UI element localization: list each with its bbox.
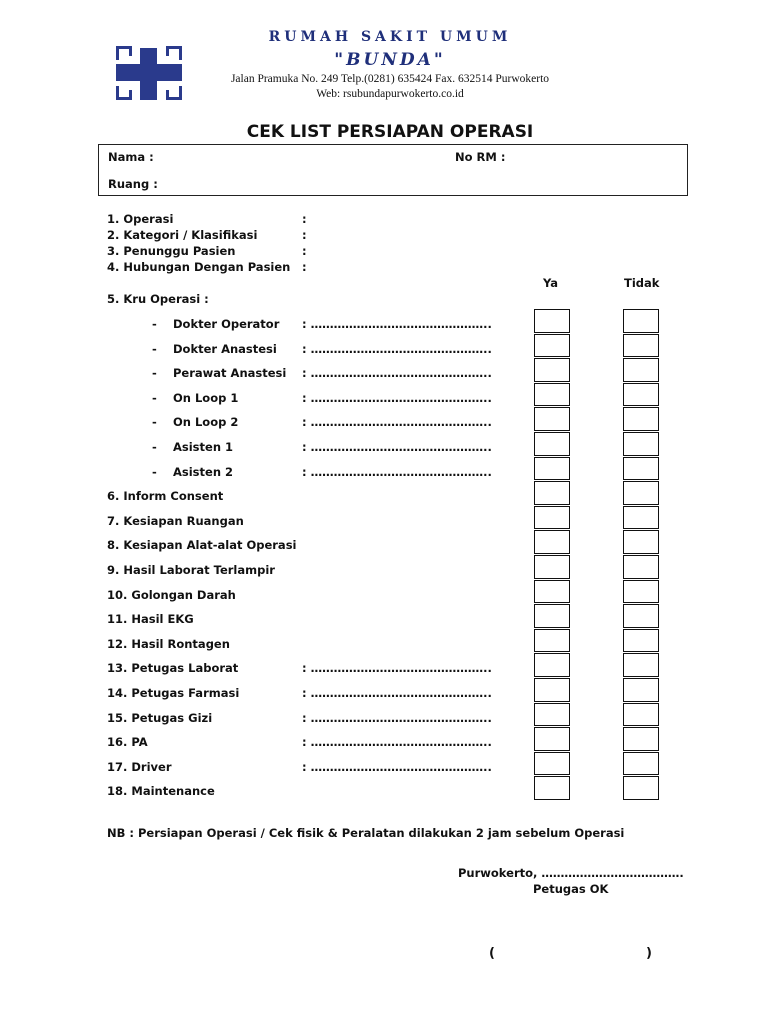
checkbox-ya[interactable] (534, 776, 570, 800)
check-item-fill[interactable]: : ……………………………………….. (302, 661, 492, 676)
checkbox-tidak[interactable] (623, 604, 659, 628)
hospital-name: RUMAH SAKIT UMUM (268, 29, 512, 45)
checkbox-tidak[interactable] (623, 653, 659, 677)
kru-item-label: On Loop 1 (173, 390, 239, 405)
checkbox-tidak[interactable] (623, 334, 659, 358)
check-item-label: 10. Golongan Darah (107, 587, 236, 602)
place-date: Purwokerto, ………………………………. (458, 866, 684, 880)
checkbox-ya[interactable] (534, 629, 570, 653)
no-rm-label: No RM : (455, 150, 506, 164)
kru-dash: - (152, 415, 157, 430)
kru-item-label: On Loop 2 (173, 415, 239, 430)
checkbox-ya[interactable] (534, 309, 570, 333)
kru-item-fill[interactable]: : ……………………………………….. (302, 464, 492, 479)
info-item-sep: : (302, 244, 307, 258)
note-text: NB : Persiapan Operasi / Cek fisik & Peralatan dilakukan 2 jam sebelum Operasi (107, 826, 625, 840)
checkbox-tidak[interactable] (623, 703, 659, 727)
kru-item-fill[interactable]: : ……………………………………….. (302, 415, 492, 430)
check-item-fill[interactable]: : ……………………………………….. (302, 735, 492, 750)
check-item-fill[interactable]: : ……………………………………….. (302, 686, 492, 700)
hospital-address: Jalan Pramuka No. 249 Telp.(0281) 635424 Fax. 632514 Purwokerto (230, 73, 550, 85)
kru-dash: - (152, 341, 157, 356)
signature-open-paren: ( (489, 946, 495, 961)
check-item-label: 6. Inform Consent (107, 489, 224, 504)
checkbox-tidak[interactable] (623, 407, 659, 431)
checkbox-ya[interactable] (534, 407, 570, 431)
checkbox-tidak[interactable] (623, 776, 659, 800)
checkbox-tidak[interactable] (623, 580, 659, 604)
info-item-hubungan: 4. Hubungan Dengan Pasien (107, 260, 291, 274)
checkbox-ya[interactable] (534, 358, 570, 382)
check-item-label: 15. Petugas Gizi (107, 710, 213, 725)
patient-identity-box (98, 144, 688, 196)
checkbox-ya[interactable] (534, 530, 570, 554)
checkbox-tidak[interactable] (623, 506, 659, 530)
checkbox-tidak[interactable] (623, 752, 659, 776)
kru-item-fill[interactable]: : ……………………………………….. (302, 341, 492, 356)
info-item-kategori: 2. Kategori / Klasifikasi (107, 228, 258, 242)
checkbox-ya[interactable] (534, 678, 570, 702)
hospital-logo (112, 42, 186, 104)
nama-label: Nama : (108, 150, 154, 164)
kru-item-label: Asisten 2 (173, 464, 234, 479)
checkbox-ya[interactable] (534, 703, 570, 727)
kru-item-fill[interactable]: : ……………………………………….. (302, 440, 492, 454)
info-item-sep: : (302, 228, 307, 242)
checkbox-ya[interactable] (534, 506, 570, 530)
checkbox-tidak[interactable] (623, 358, 659, 382)
checkbox-ya[interactable] (534, 555, 570, 579)
info-item-penunggu: 3. Penunggu Pasien (107, 244, 236, 258)
kru-dash: - (152, 464, 157, 479)
checkbox-tidak[interactable] (623, 727, 659, 751)
checkbox-tidak[interactable] (623, 481, 659, 505)
checkbox-tidak[interactable] (623, 678, 659, 702)
column-tidak: Tidak (624, 276, 660, 290)
checkbox-ya[interactable] (534, 752, 570, 776)
kru-dash: - (152, 440, 157, 454)
info-item-sep: : (302, 212, 307, 226)
checkbox-ya[interactable] (534, 457, 570, 481)
checkbox-ya[interactable] (534, 604, 570, 628)
column-ya: Ya (543, 276, 559, 290)
hospital-website: Web: rsubundapurwokerto.co.id (316, 88, 464, 100)
checkbox-tidak[interactable] (623, 629, 659, 653)
kru-item-fill[interactable]: : ……………………………………….. (302, 366, 492, 381)
check-item-label: 8. Kesiapan Alat-alat Operasi (107, 538, 297, 553)
signature-close-paren: ) (646, 946, 652, 961)
check-item-label: 7. Kesiapan Ruangan (107, 513, 244, 528)
checkbox-ya[interactable] (534, 727, 570, 751)
ruang-label: Ruang : (108, 177, 158, 191)
kru-item-fill[interactable]: : ……………………………………….. (302, 317, 492, 331)
kru-dash: - (152, 366, 157, 381)
checkbox-ya[interactable] (534, 580, 570, 604)
checkbox-tidak[interactable] (623, 383, 659, 407)
checkbox-tidak[interactable] (623, 457, 659, 481)
check-item-label: 17. Driver (107, 759, 172, 774)
check-item-label: 16. PA (107, 735, 148, 750)
check-item-label: 13. Petugas Laborat (107, 661, 239, 676)
checkbox-tidak[interactable] (623, 530, 659, 554)
hospital-subname: "BUNDA" (334, 50, 446, 70)
checkbox-ya[interactable] (534, 334, 570, 358)
kru-item-label: Asisten 1 (173, 440, 234, 454)
signer-role: Petugas OK (533, 882, 609, 896)
document-title: CEK LIST PERSIAPAN OPERASI (246, 122, 534, 142)
info-item-sep: : (302, 260, 307, 274)
check-item-label: 14. Petugas Farmasi (107, 686, 240, 700)
info-item-operasi: 1. Operasi (107, 212, 174, 226)
checkbox-ya[interactable] (534, 383, 570, 407)
checkbox-ya[interactable] (534, 432, 570, 456)
kru-item-label: Dokter Anastesi (173, 341, 277, 356)
check-item-fill[interactable]: : ……………………………………….. (302, 759, 492, 774)
checkbox-ya[interactable] (534, 653, 570, 677)
checkbox-tidak[interactable] (623, 309, 659, 333)
kru-dash: - (152, 390, 157, 405)
check-item-label: 12. Hasil Rontagen (107, 636, 230, 651)
check-item-label: 9. Hasil Laborat Terlampir (107, 563, 275, 577)
kru-heading: 5. Kru Operasi : (107, 292, 209, 306)
checkbox-tidak[interactable] (623, 555, 659, 579)
check-item-fill[interactable]: : ……………………………………….. (302, 710, 492, 725)
kru-item-fill[interactable]: : ……………………………………….. (302, 390, 492, 405)
kru-dash: - (152, 317, 157, 331)
kru-item-label: Dokter Operator (173, 317, 280, 331)
kru-item-label: Perawat Anastesi (173, 366, 287, 381)
check-item-label: 18. Maintenance (107, 784, 215, 799)
checkbox-tidak[interactable] (623, 432, 659, 456)
checkbox-ya[interactable] (534, 481, 570, 505)
check-item-label: 11. Hasil EKG (107, 612, 194, 627)
